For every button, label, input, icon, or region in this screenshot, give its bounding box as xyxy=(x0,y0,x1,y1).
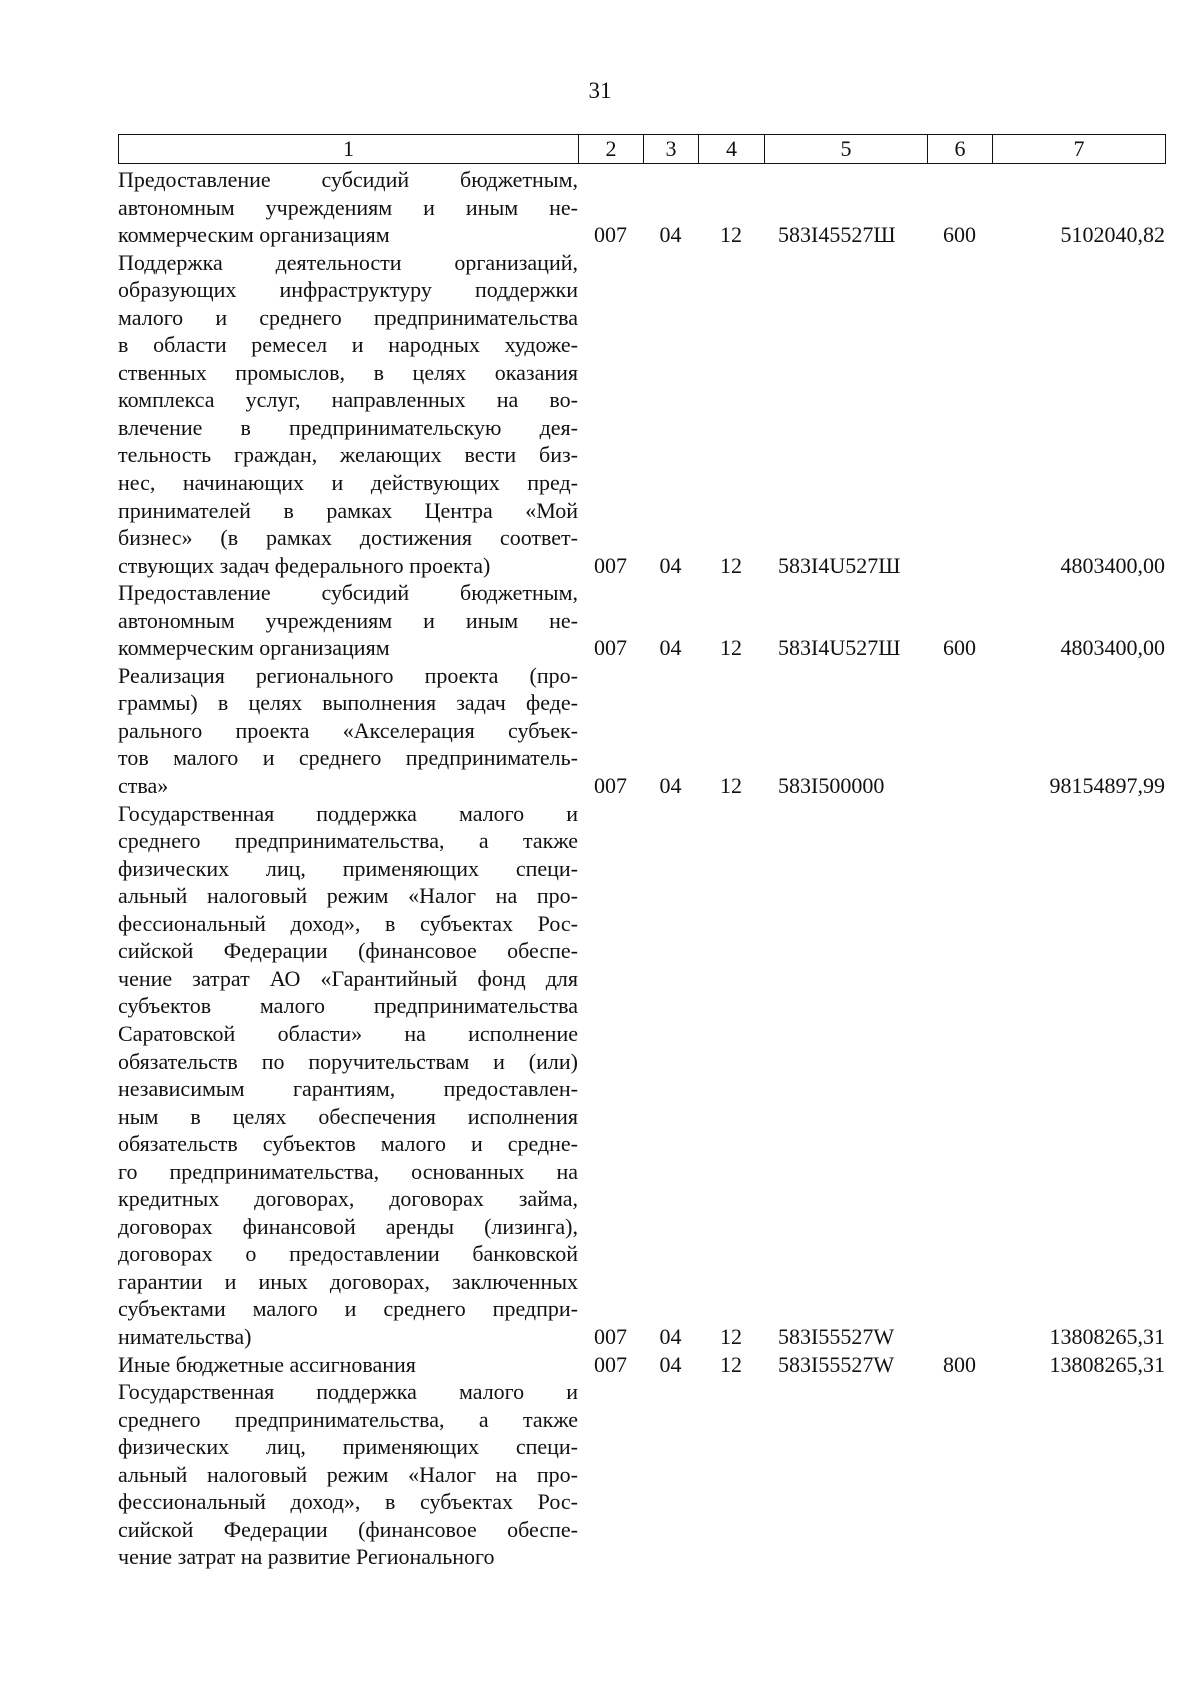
row-description xyxy=(118,662,578,800)
row-description xyxy=(118,800,578,1351)
description-line: договорах о предоставлении банковской xyxy=(118,1241,578,1267)
target-article-code: 583I500000 xyxy=(778,773,885,799)
section-code: 04 xyxy=(659,773,682,799)
description-line: обязательств субъектов малого и средне- xyxy=(118,1131,578,1157)
description-line: сийской Федерации (финансовое обеспе- xyxy=(118,938,578,964)
target-article-code xyxy=(764,1378,927,1571)
expense-type-code xyxy=(927,1378,992,1571)
description-line: Саратовской области» на исполнение xyxy=(118,1020,578,1046)
amount: 13808265,31 xyxy=(1049,1351,1165,1377)
description-line: Поддержка деятельности организаций, xyxy=(118,249,578,275)
row-description xyxy=(118,1378,578,1571)
section-code: 04 xyxy=(659,222,682,248)
ministry-code: 007 xyxy=(594,552,627,578)
header-col-2: 2 xyxy=(579,135,644,164)
ministry-code: 007 xyxy=(594,635,627,661)
table-header xyxy=(118,134,1166,164)
amount: 98154897,99 xyxy=(1049,773,1165,799)
section-code: 04 xyxy=(659,1351,682,1377)
section-code: 04 xyxy=(659,552,682,578)
expense-type-code xyxy=(927,249,992,580)
description-line: тельность граждан, желающих вести биз- xyxy=(118,442,578,468)
description-line: ствующих задач федерального проекта) xyxy=(118,552,491,578)
description-line: независимым гарантиям, предоставлен- xyxy=(118,1076,578,1102)
subsection-code: 12 xyxy=(720,222,742,248)
ministry-code: 007 xyxy=(594,222,627,248)
description-line: ства» xyxy=(118,773,169,799)
header-col-5: 5 xyxy=(765,135,928,164)
description-line: Государственная поддержка малого и xyxy=(118,800,578,826)
expense-type-code: 600 xyxy=(943,222,976,248)
expense-type-code xyxy=(927,662,992,800)
row-description xyxy=(118,166,578,249)
subsection-code: 12 xyxy=(720,773,742,799)
description-line: нимательства) xyxy=(118,1323,252,1349)
expense-type-code xyxy=(927,800,992,1351)
amount: 5102040,82 xyxy=(1060,222,1165,248)
expense-type-code: 800 xyxy=(943,1351,976,1377)
table-row xyxy=(118,166,1165,249)
target-article-code: 583I45527Ш xyxy=(778,222,896,248)
row-description xyxy=(118,1351,578,1379)
table-row xyxy=(118,579,1165,662)
subsection-code: 12 xyxy=(720,635,742,661)
amount: 4803400,00 xyxy=(1060,552,1165,578)
description-line: Реализация регионального проекта (про- xyxy=(118,662,578,688)
description-line: автономным учреждениям и иным не- xyxy=(118,607,578,633)
description-line: коммерческим организациям xyxy=(118,222,390,248)
description-line: договорах финансовой аренды (лизинга), xyxy=(118,1213,578,1239)
ministry-code: 007 xyxy=(594,1351,627,1377)
description-line: чение затрат АО «Гарантийный фонд для xyxy=(118,965,578,991)
ministry-code xyxy=(578,1378,643,1571)
description-line: альный налоговый режим «Налог на про- xyxy=(118,883,578,909)
amount: 4803400,00 xyxy=(1060,635,1165,661)
description-line: среднего предпринимательства, а также xyxy=(118,828,578,854)
row-description xyxy=(118,579,578,662)
section-code xyxy=(643,1378,698,1571)
ministry-code: 007 xyxy=(594,1323,627,1349)
target-article-code: 583I55527W xyxy=(778,1351,895,1377)
header-col-3: 3 xyxy=(644,135,699,164)
target-article-code: 583I55527W xyxy=(778,1323,895,1349)
expense-type-code: 600 xyxy=(943,635,976,661)
header-col-7: 7 xyxy=(993,135,1166,164)
description-line: гарантии и иных договорах, заключенных xyxy=(118,1268,578,1294)
description-line: ным в целях обеспечения исполнения xyxy=(118,1103,578,1129)
header-col-4: 4 xyxy=(699,135,765,164)
description-line: влечение в предпринимательскую дея- xyxy=(118,414,578,440)
description-line: рального проекта «Акселерация субъек- xyxy=(118,717,578,743)
header-row xyxy=(119,135,1166,164)
description-line: нес, начинающих и действующих пред- xyxy=(118,470,578,496)
description-line: тов малого и среднего предприниматель- xyxy=(118,745,578,771)
description-line: чение затрат на развитие Регионального xyxy=(118,1544,495,1570)
table-row xyxy=(118,249,1165,580)
table-row xyxy=(118,1378,1165,1571)
description-line: Государственная поддержка малого и xyxy=(118,1379,578,1405)
description-line: сийской Федерации (финансовое обеспе- xyxy=(118,1516,578,1542)
target-article-code: 583I4U527Ш xyxy=(778,635,901,661)
description-line: малого и среднего предпринимательства xyxy=(118,304,578,330)
section-code: 04 xyxy=(659,635,682,661)
description-line: обязательств по поручительствам и (или) xyxy=(118,1048,578,1074)
description-line: альный налоговый режим «Налог на про- xyxy=(118,1461,578,1487)
amount: 13808265,31 xyxy=(1049,1323,1165,1349)
description-line: комплекса услуг, направленных на во- xyxy=(118,387,578,413)
description-line: субъектами малого и среднего предпри- xyxy=(118,1296,578,1322)
table-body xyxy=(118,166,1165,1571)
description-line: принимателей в рамках Центра «Мой xyxy=(118,497,578,523)
ministry-code: 007 xyxy=(594,773,627,799)
description-line: ственных промыслов, в целях оказания xyxy=(118,359,578,385)
description-line: среднего предпринимательства, а также xyxy=(118,1406,578,1432)
row-description xyxy=(118,249,578,580)
table-row xyxy=(118,1351,1165,1379)
description-line: граммы) в целях выполнения задач феде- xyxy=(118,690,578,716)
description-line: фессиональный доход», в субъектах Рос- xyxy=(118,910,578,936)
description-line: физических лиц, применяющих специ- xyxy=(118,1434,578,1460)
description-line: кредитных договорах, договорах займа, xyxy=(118,1186,578,1212)
description-line: в области ремесел и народных художе- xyxy=(118,332,578,358)
subsection-code: 12 xyxy=(720,552,742,578)
section-code: 04 xyxy=(659,1323,682,1349)
description-line: Предоставление субсидий бюджетным, xyxy=(118,167,578,192)
header-col-1: 1 xyxy=(119,135,579,164)
budget-table xyxy=(118,166,1165,1571)
table-row xyxy=(118,662,1165,800)
description-line: го предпринимательства, основанных на xyxy=(118,1158,578,1184)
description-line: автономным учреждениям и иным не- xyxy=(118,194,578,220)
target-article-code: 583I4U527Ш xyxy=(778,552,901,578)
description-line: бизнес» (в рамках достижения соответ- xyxy=(118,525,578,551)
description-line: Предоставление субсидий бюджетным, xyxy=(118,580,578,606)
subsection-code: 12 xyxy=(720,1323,742,1349)
description-line: образующих инфраструктуру поддержки xyxy=(118,277,578,303)
description-line: субъектов малого предпринимательства xyxy=(118,993,578,1019)
subsection-code: 12 xyxy=(720,1351,742,1377)
description-line: Иные бюджетные ассигнования xyxy=(118,1351,416,1377)
description-line: фессиональный доход», в субъектах Рос- xyxy=(118,1489,578,1515)
description-line: коммерческим организациям xyxy=(118,635,390,661)
amount xyxy=(992,1378,1165,1571)
page-number: 31 xyxy=(588,78,612,103)
description-line: физических лиц, применяющих специ- xyxy=(118,855,578,881)
header-col-6: 6 xyxy=(928,135,993,164)
subsection-code xyxy=(698,1378,764,1571)
table-row xyxy=(118,800,1165,1351)
